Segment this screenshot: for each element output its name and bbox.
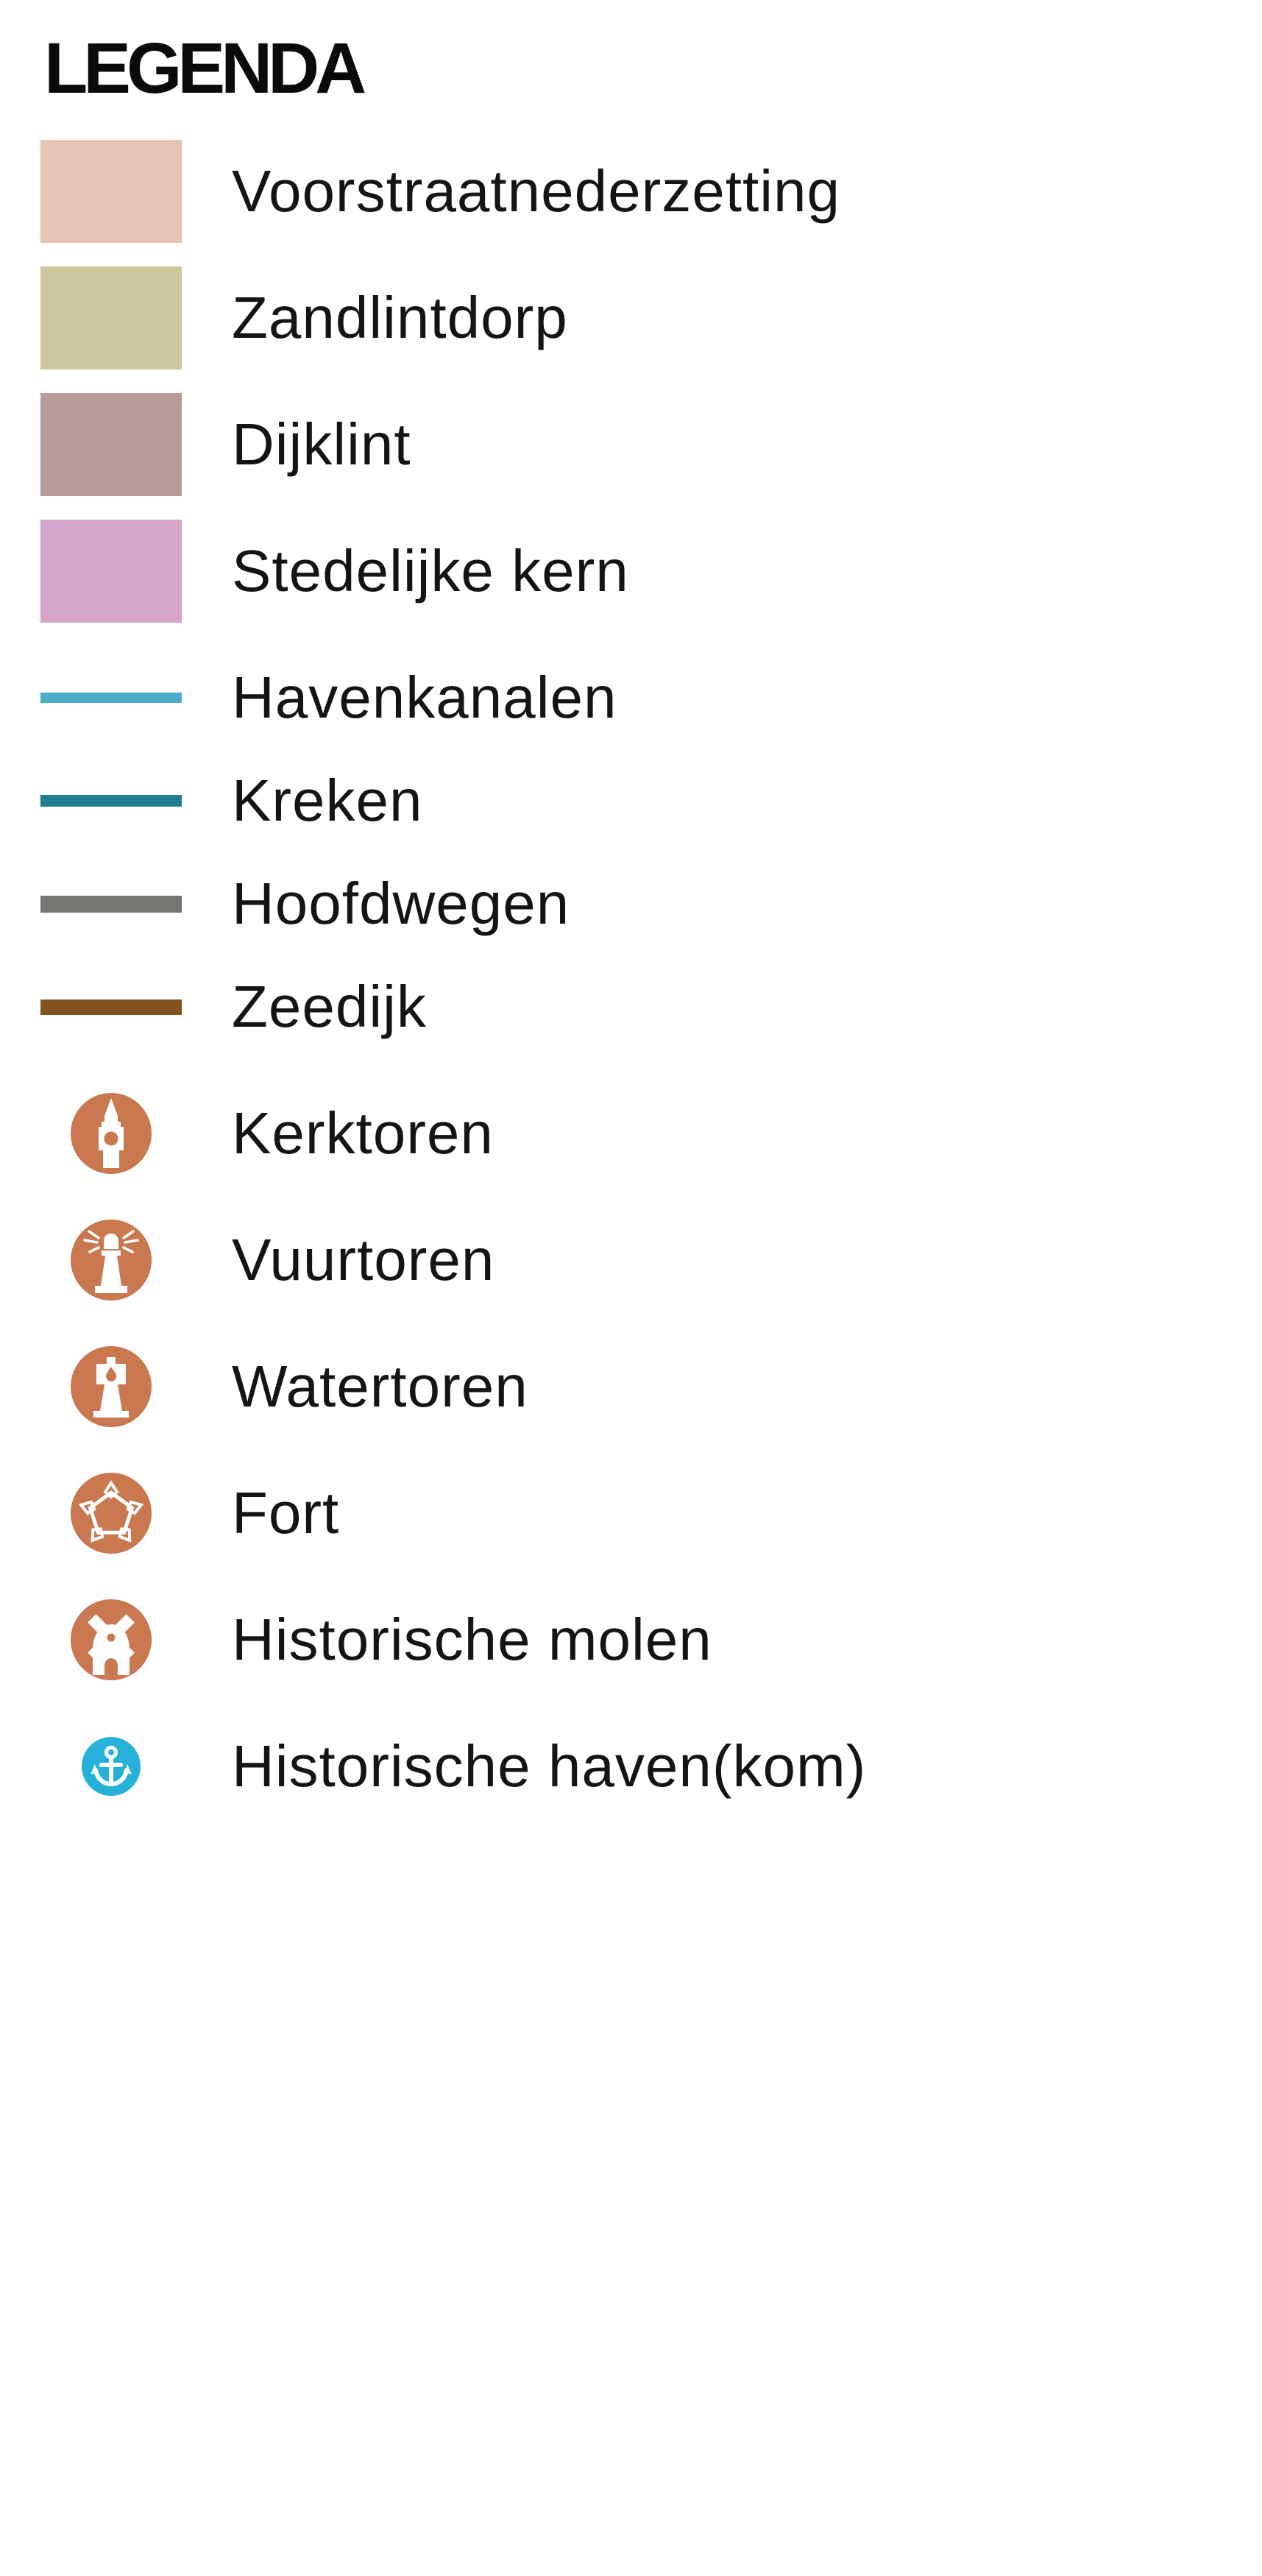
legend-row-point bbox=[40, 1197, 1071, 1323]
kerktoren-icon bbox=[71, 1093, 152, 1174]
area-swatch bbox=[40, 520, 182, 623]
legend-rows bbox=[40, 140, 1071, 1830]
area-label: Voorstraatnederzetting bbox=[232, 158, 840, 224]
area-swatch bbox=[40, 140, 182, 243]
line-swatch bbox=[40, 693, 182, 703]
legend-row-line bbox=[40, 955, 1071, 1058]
line-swatch bbox=[40, 999, 182, 1015]
legend-row-point-key bbox=[40, 1450, 182, 1577]
area-label: Zandlintdorp bbox=[232, 285, 568, 350]
legend-row-point bbox=[40, 1703, 1071, 1830]
legend-row-point bbox=[40, 1323, 1071, 1450]
legend-row-area bbox=[40, 266, 1071, 369]
point-label: Kerktoren bbox=[232, 1100, 494, 1166]
legend-row-line bbox=[40, 646, 1071, 749]
watertoren-icon bbox=[71, 1346, 152, 1427]
line-swatch bbox=[40, 795, 182, 807]
point-label: Vuurtoren bbox=[232, 1227, 495, 1292]
line-swatch bbox=[40, 896, 182, 913]
anker-icon bbox=[82, 1737, 141, 1796]
line-label: Havenkanalen bbox=[232, 665, 617, 730]
fort-icon bbox=[71, 1473, 152, 1554]
legend-row-line bbox=[40, 749, 1071, 852]
molen-icon bbox=[71, 1599, 152, 1680]
area-swatch bbox=[40, 266, 182, 369]
legend-row-point-key bbox=[40, 1197, 182, 1323]
legend-row-point-key bbox=[40, 1070, 182, 1197]
legend-row-area bbox=[40, 520, 1071, 623]
legend-row-line-key bbox=[40, 852, 182, 955]
point-label: Historische haven(kom) bbox=[232, 1733, 867, 1799]
legend-row-area bbox=[40, 140, 1071, 243]
legend-row-area-key bbox=[40, 266, 182, 369]
line-label: Kreken bbox=[232, 768, 423, 833]
legend-row-point-key bbox=[40, 1323, 182, 1450]
legend-row-point-key bbox=[40, 1703, 182, 1830]
legend-row-area bbox=[40, 393, 1071, 496]
legend-title: LEGENDA bbox=[44, 28, 363, 108]
legend-row-point-key bbox=[40, 1577, 182, 1703]
legend-row-area-key bbox=[40, 520, 182, 623]
point-label: Historische molen bbox=[232, 1607, 712, 1672]
legend-row-area-key bbox=[40, 393, 182, 496]
legend-row-point bbox=[40, 1450, 1071, 1577]
legend-row-area-key bbox=[40, 140, 182, 243]
area-swatch bbox=[40, 393, 182, 496]
line-label: Zeedijk bbox=[232, 974, 427, 1039]
area-label: Stedelijke kern bbox=[232, 538, 629, 604]
point-label: Watertoren bbox=[232, 1354, 528, 1419]
vuurtoren-icon bbox=[71, 1220, 152, 1301]
legend-row-line-key bbox=[40, 646, 182, 749]
area-label: Dijklint bbox=[232, 411, 411, 477]
legend-row-line-key bbox=[40, 749, 182, 852]
legend-row-line bbox=[40, 852, 1071, 955]
legend-row-point bbox=[40, 1577, 1071, 1703]
point-label: Fort bbox=[232, 1480, 340, 1546]
line-label: Hoofdwegen bbox=[232, 871, 570, 936]
legend-row-line-key bbox=[40, 955, 182, 1058]
legend-row-point bbox=[40, 1070, 1071, 1197]
